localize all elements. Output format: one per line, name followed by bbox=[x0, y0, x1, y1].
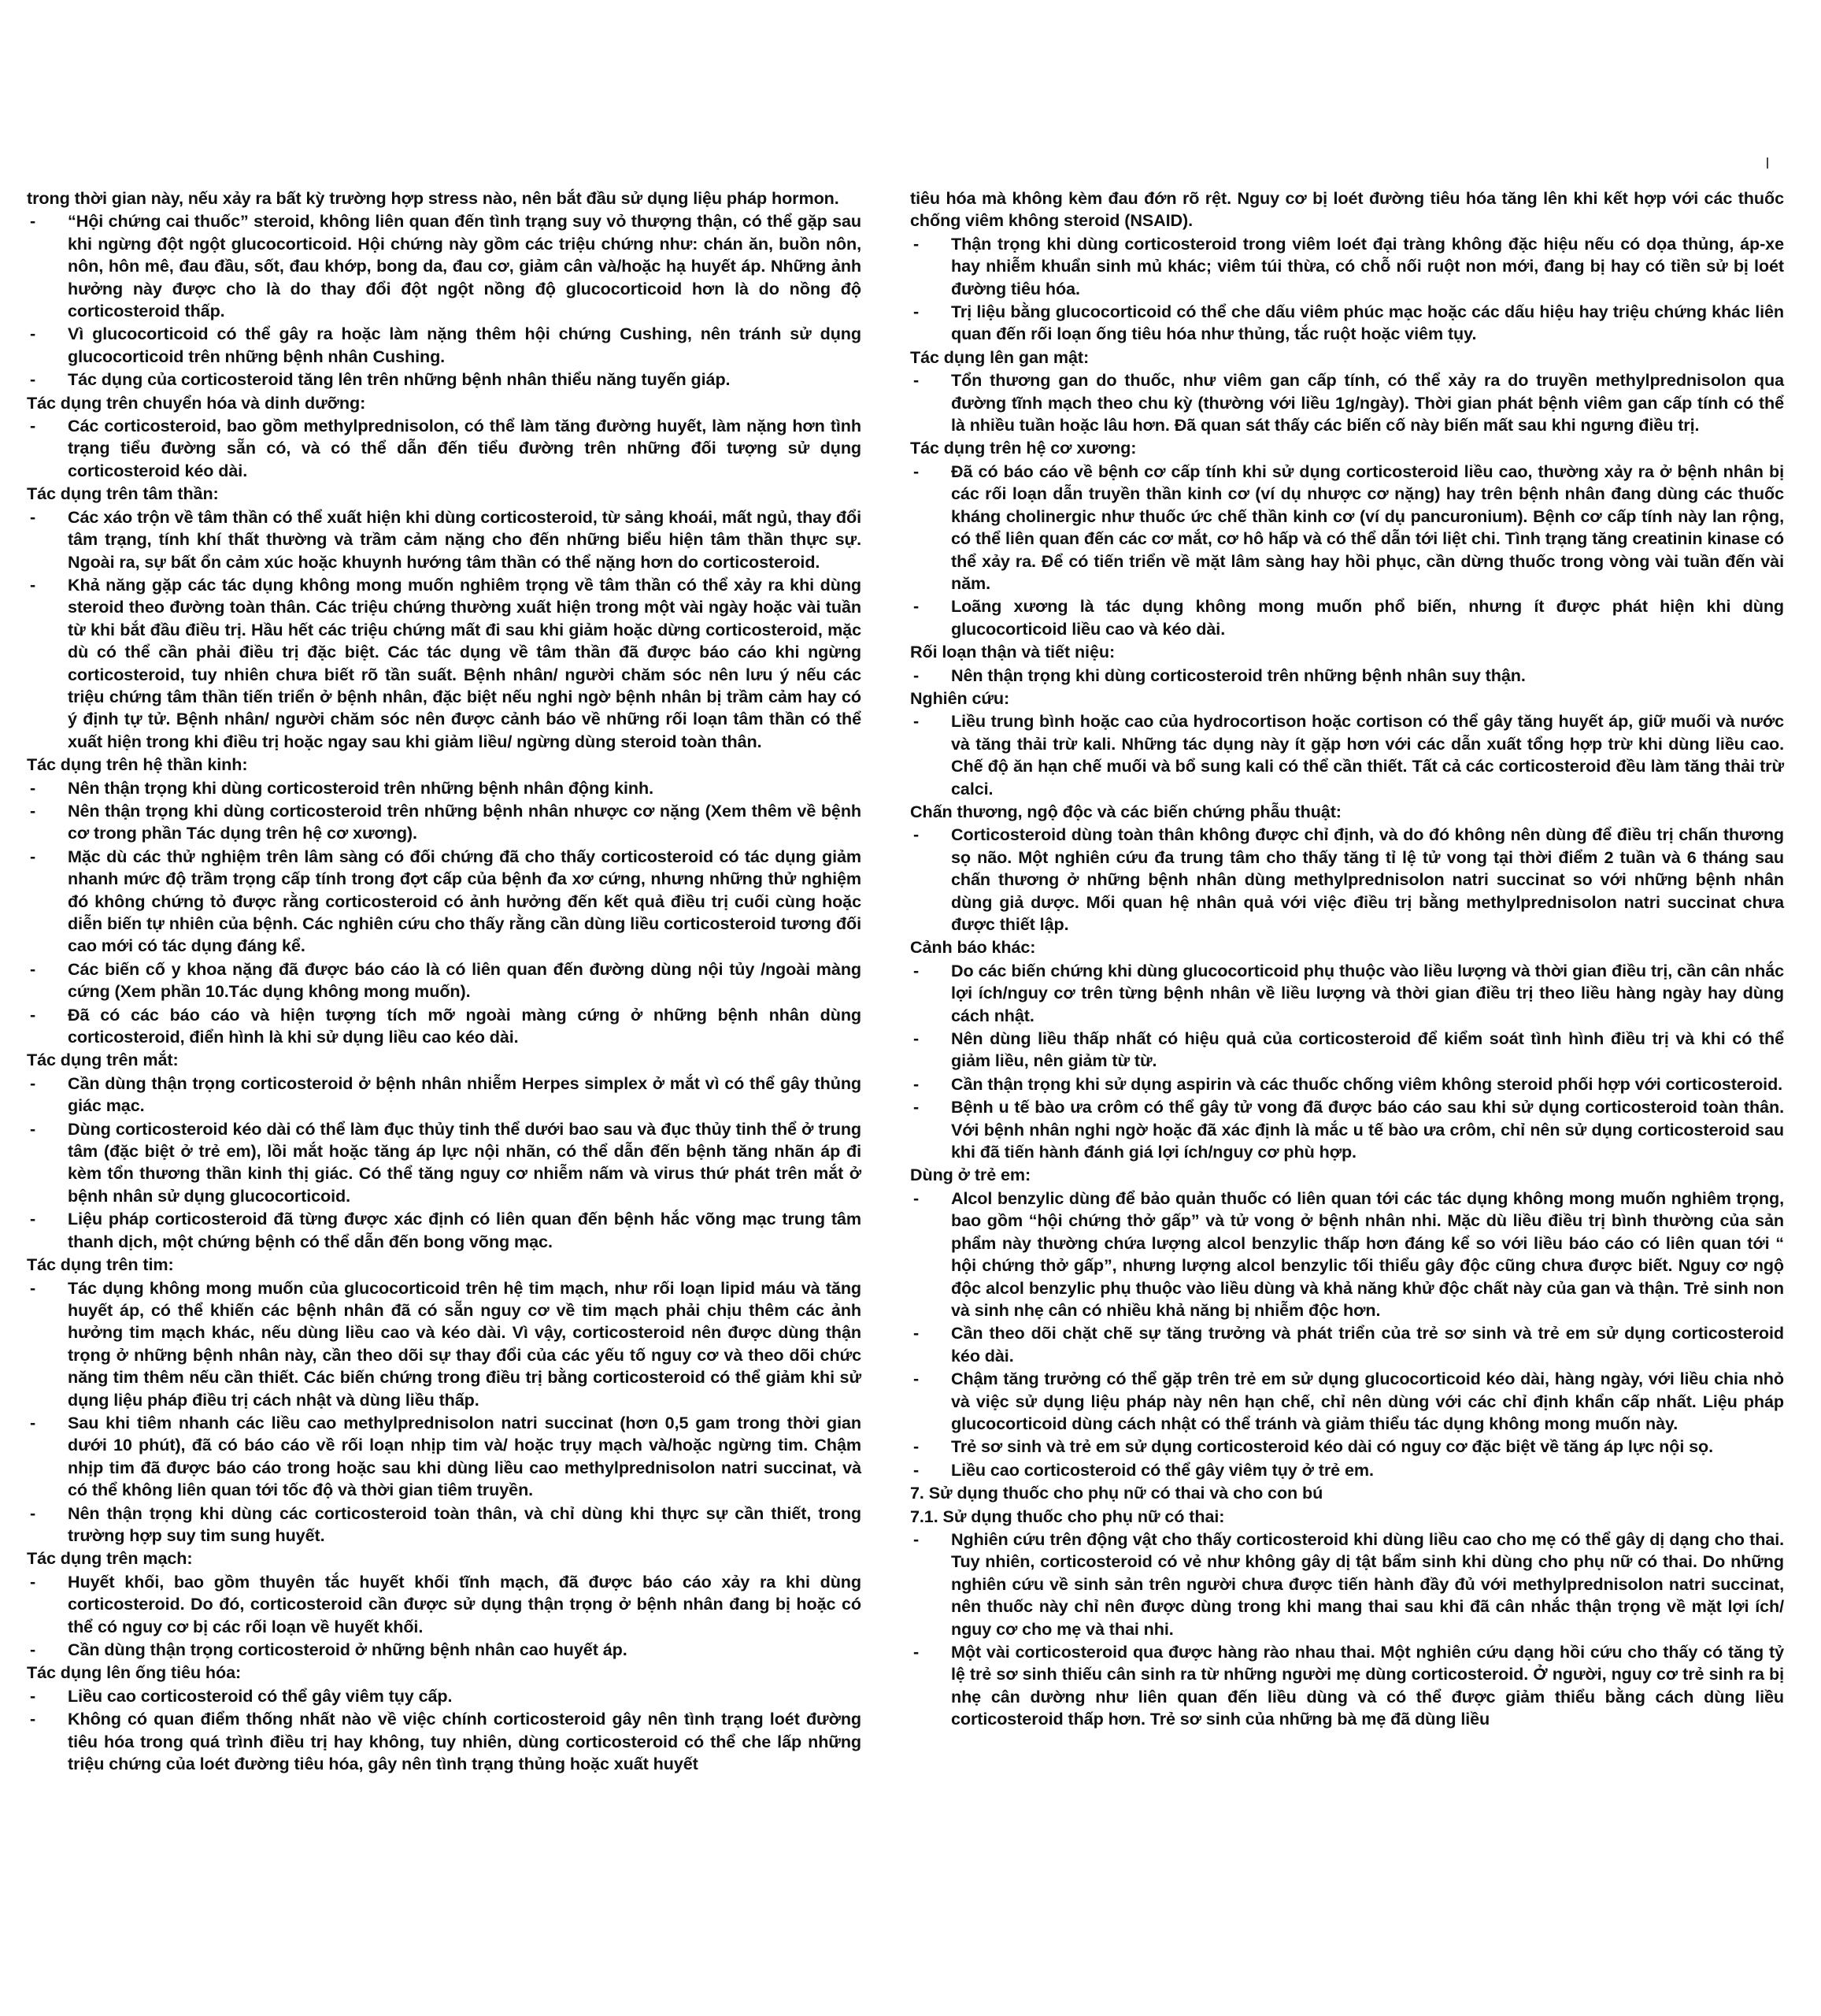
bullet-item: - Huyết khối, bao gồm thuyên tắc huyết khối tĩnh mạch, đã được báo cáo xảy ra khi dùng corticosteroid. Do đó, corticosteroid cần được sử dụng thận trọng ở bệnh nhân đang bị hoặc có thể có nguy cơ bị các rối loạn về huyết khối. bbox=[27, 1571, 861, 1638]
bullet-item: - Tác dụng không mong muốn của glucocorticoid trên hệ tim mạch, như rối loạn lipid máu và tăng huyết áp, có thể khiến các bệnh nhân đã có sẵn nguy cơ về tim mạch phải chịu thêm các ảnh hưởng tim mạch khác, nếu dùng liều cao và kéo dài. Vì vậy, corticosteroid nên được dùng thận trọng ở những bệnh nhân này, cần theo dõi sự thay đổi của các yếu tố nguy cơ và theo dõi chức năng tim thêm nếu cần thiết. Các biến chứng trong điều trị bằng corticosteroid có thể giảm khi sử dụng liệu pháp điều trị cách nhật và dùng liều thấp. bbox=[27, 1277, 861, 1411]
section-heading: Tác dụng trên mạch: bbox=[27, 1548, 193, 1569]
bullet-item: - Liều trung bình hoặc cao của hydrocortison hoặc cortison có thể gây tăng huyết áp, giữ muối và nước và tăng thải trừ kali. Những tác dụng này ít gặp hơn với các dẫn xuất tổng hợp trừ khi dùng liều cao. Chế độ ăn hạn chế muối và bổ sung kali có thể cần thiết. Tất cả các corticosteroid đều làm tăng thải trừ calci. bbox=[910, 710, 1784, 800]
section-heading: Rối loạn thận và tiết niệu: bbox=[910, 642, 1116, 662]
section-heading: Chấn thương, ngộ độc và các biến chứng phẫu thuật: bbox=[910, 801, 1342, 821]
section-heading: Tác dụng trên hệ thần kinh: bbox=[27, 754, 248, 775]
bullet-item: - Mặc dù các thử nghiệm trên lâm sàng có đối chứng đã cho thấy corticosteroid có tác dụng giảm nhanh mức độ trầm trọng cấp tính trong đợt cấp của bệnh đa xơ cứng, nhưng những thử nghiệm đó không chứng tỏ được rằng corticosteroid có ảnh hưởng đến kết quả điều trị cuối cùng hoặc diễn biến tự nhiên của bệnh. Các nghiên cứu cho thấy rằng cần dùng liều corticosteroid tương đối cao mới có tác dụng đáng kể. bbox=[27, 846, 861, 958]
scan-mark bbox=[1767, 158, 1768, 169]
bullet-item: - Các corticosteroid, bao gồm methylprednisolon, có thể làm tăng đường huyết, làm nặng hơn tình trạng tiểu đường sẵn có, và có thể dẫn đến tiểu đường trên những đối tượng sử dụng corticosteroid kéo dài. bbox=[27, 415, 861, 482]
bullet-item: - Nên thận trọng khi dùng corticosteroid trên những bệnh nhân động kinh. bbox=[27, 777, 861, 799]
bullet-item: - Khả năng gặp các tác dụng không mong muốn nghiêm trọng về tâm thần có thể xảy ra khi dùng steroid theo đường toàn thân. Các triệu chứng thường xuất hiện trong một vài ngày hoặc vài tuần từ khi bắt đầu điều trị. Hầu hết các triệu chứng mất đi sau khi giảm hoặc dừng corticosteroid, mặc dù có thể cần phải điều trị đặc biệt. Các tác dụng về tâm thần đã được báo cáo khi ngừng corticosteroid, tuy nhiên chưa biết rõ tần suất. Bệnh nhân/ người chăm sóc nên lưu ý nếu các triệu chứng tâm thần tiến triển ở bệnh nhân, đặc biệt nếu nghi ngờ bệnh nhân bị trầm cảm hay có ý định tự tử. Bệnh nhân/ người chăm sóc nên được cảnh báo về những rối loạn tâm thần có thể xuất hiện trong khi điều trị hoặc ngay sau khi giảm liều/ ngừng dùng steroid toàn thân. bbox=[27, 574, 861, 753]
section-heading: Nghiên cứu: bbox=[910, 687, 1010, 708]
bullet-item: - Loãng xương là tác dụng không mong muốn phổ biến, nhưng ít được phát hiện khi dùng glucocorticoid liều cao và kéo dài. bbox=[910, 595, 1784, 640]
bullet-item: - Cần dùng thận trọng corticosteroid ở những bệnh nhân cao huyết áp. bbox=[27, 1639, 861, 1661]
section-heading: Tác dụng trên mắt: bbox=[27, 1050, 179, 1070]
section-heading: 7.1. Sử dụng thuốc cho phụ nữ có thai: bbox=[910, 1506, 1225, 1526]
bullet-item: - Alcol benzylic dùng để bảo quản thuốc có liên quan tới các tác dụng không mong muốn nghiêm trọng, bao gồm “hội chứng thở gấp” và tử vong ở bệnh nhân nhi. Mặc dù liều điều trị bình thường của sản phẩm này thường chứa lượng alcol benzylic thấp hơn đáng kể so với liều báo cáo có liên quan tới “ hội chứng thở gấp”, nhưng lượng alcol benzylic tối thiểu gây độc cũng chưa được biết. Nguy cơ ngộ độc alcol benzylic phụ thuộc vào liều dùng và khả năng khử độc chất này của gan và thận. Trẻ sinh non và sinh nhẹ cân có nhiều khả năng bị nhiễm độc hơn. bbox=[910, 1188, 1784, 1321]
section-heading: Cảnh báo khác: bbox=[910, 937, 1036, 958]
bullet-item: - Tác dụng của corticosteroid tăng lên trên những bệnh nhân thiểu năng tuyến giáp. bbox=[27, 369, 861, 391]
bullet-item: - Tổn thương gan do thuốc, như viêm gan cấp tính, có thể xảy ra do truyền methylprednisolon qua đường tĩnh mạch theo chu kỳ (thường với liều 1g/ngày). Thời gian phát bệnh viêm gan cấp tính có thể là nhiều tuần hoặc lâu hơn. Đã quan sát thấy các biến cố này biến mất sau khi ngưng điều trị. bbox=[910, 369, 1784, 436]
bullet-item: - Một vài corticosteroid qua được hàng rào nhau thai. Một nghiên cứu dạng hồi cứu cho thấy có tăng tỷ lệ trẻ sơ sinh thiếu cân sinh ra từ những người mẹ dùng corticosteroid. Ở người, nguy cơ trẻ sinh ra bị nhẹ cân dường như liên quan đến liều dùng và có thể được giảm thiểu bằng cách dùng liều corticosteroid thấp hơn. Trẻ sơ sinh của những bà mẹ đã dùng liều bbox=[910, 1641, 1784, 1731]
section-heading: 7. Sử dụng thuốc cho phụ nữ có thai và cho con bú bbox=[910, 1483, 1323, 1503]
section-heading: Tác dụng lên gan mật: bbox=[910, 346, 1090, 367]
bullet-item: - Nghiên cứu trên động vật cho thấy corticosteroid khi dùng liều cao cho mẹ có thể gây dị dạng cho thai. Tuy nhiên, corticosteroid có vẻ như không gây dị tật bẩm sinh khi dùng cho phụ nữ có thai. Do những nghiên cứu về sinh sản trên người chưa được tiến hành đầy đủ với methylprednisolon natri succinat, nên thuốc này chỉ nên được dùng trong khi mang thai sau khi đã cân nhắc thận trọng về mặt lợi ích/ nguy cơ cho mẹ và thai nhi. bbox=[910, 1529, 1784, 1640]
section-heading: Tác dụng trên tâm thần: bbox=[27, 484, 219, 504]
bullet-item: - Vì glucocorticoid có thể gây ra hoặc làm nặng thêm hội chứng Cushing, nên tránh sử dụng glucocorticoid trên những bệnh nhân Cushing. bbox=[27, 323, 861, 368]
bullet-item: - Nên thận trọng khi dùng corticosteroid trên những bệnh nhân suy thận. bbox=[910, 665, 1784, 687]
continued-paragraph: tiêu hóa mà không kèm đau đớn rõ rệt. Nguy cơ bị loét đường tiêu hóa tăng lên khi kết hợp với các thuốc chống viêm không steroid (NSAID). bbox=[910, 188, 1784, 231]
section-heading: Tác dụng trên hệ cơ xương: bbox=[910, 438, 1137, 458]
right-column bbox=[910, 187, 1784, 1732]
bullet-item: - Do các biến chứng khi dùng glucocorticoid phụ thuộc vào liều lượng và thời gian điều trị, cần cân nhắc lợi ích/nguy cơ trên từng bệnh nhân về liều lượng và thời gian điều trị theo liều hàng ngày hay dùng cách nhật. bbox=[910, 960, 1784, 1027]
bullet-item: - “Hội chứng cai thuốc” steroid, không liên quan đến tình trạng suy vỏ thượng thận, có thể gặp sau khi ngừng đột ngột glucocorticoid. Hội chứng này gồm các triệu chứng như: chán ăn, buồn nôn, nôn, hôn mê, đau đầu, sốt, đau khớp, bong da, đau cơ, giảm cân và/hoặc hạ huyết áp. Những ảnh hưởng này được cho là do thay đổi đột ngột nồng độ glucocorticoid hơn là do nồng độ corticosteroid thấp. bbox=[27, 210, 861, 322]
bullet-item: - Nên thận trọng khi dùng các corticosteroid toàn thân, và chỉ dùng khi thực sự cần thiết, trong trường hợp suy tim sung huyết. bbox=[27, 1503, 861, 1547]
bullet-item: - Cần thận trọng khi sử dụng aspirin và các thuốc chống viêm không steroid phối hợp với corticosteroid. bbox=[910, 1073, 1784, 1095]
bullet-item: - Nên thận trọng khi dùng corticosteroid trên những bệnh nhân nhược cơ nặng (Xem thêm về bệnh cơ trong phần Tác dụng trên hệ cơ xương). bbox=[27, 800, 861, 845]
bullet-item: - Nên dùng liều thấp nhất có hiệu quả của corticosteroid để kiểm soát tình hình điều trị và khi có thể giảm liều, nên giảm từ từ. bbox=[910, 1028, 1784, 1073]
bullet-item: - Đã có các báo cáo và hiện tượng tích mỡ ngoài màng cứng ở những bệnh nhân dùng corticosteroid, điển hình là khi sử dụng liều cao kéo dài. bbox=[27, 1004, 861, 1049]
bullet-item: - Thận trọng khi dùng corticosteroid trong viêm loét đại tràng không đặc hiệu nếu có dọa thủng, áp-xe hay nhiễm khuẩn sinh mủ khác; viêm túi thừa, có chỗ nối ruột non mới, đang bị hay có tiền sử bị loét đường tiêu hóa. bbox=[910, 233, 1784, 300]
bullet-item: - Corticosteroid dùng toàn thân không được chỉ định, và do đó không nên dùng để điều trị chấn thương sọ não. Một nghiên cứu đa trung tâm cho thấy tăng tỉ lệ tử vong tại thời điểm 2 tuần và 6 tháng sau chấn thương ở những bệnh nhân dùng methylprednisolon natri succinat so với những bệnh nhân dùng giả dược. Mối quan hệ nhân quả với việc điều trị bằng methylprednisolon natri succinat chưa được thiết lập. bbox=[910, 824, 1784, 936]
continued-paragraph: trong thời gian này, nếu xảy ra bất kỳ trường hợp stress nào, nên bắt đầu sử dụng liệu pháp hormon. bbox=[27, 188, 839, 208]
bullet-item: - Không có quan điểm thống nhất nào về việc chính corticosteroid gây nên tình trạng loét đường tiêu hóa trong quá trình điều trị hay không, tuy nhiên, dùng corticosteroid có thể che lấp những triệu chứng của loét đường tiêu hóa, gây nên tình trạng thủng hoặc xuất huyết bbox=[27, 1708, 861, 1775]
bullet-item: - Các biến cố y khoa nặng đã được báo cáo là có liên quan đến đường dùng nội tủy /ngoài màng cứng (Xem phần 10.Tác dụng không mong muốn). bbox=[27, 958, 861, 1003]
bullet-item: - Dùng corticosteroid kéo dài có thể làm đục thủy tinh thể dưới bao sau và đục thủy tinh thể ở trung tâm (đặc biệt ở trẻ em), lồi mắt hoặc tăng áp lực nội nhãn, có thể dẫn đến bệnh tăng nhãn áp đi kèm tổn thương thần kinh thị giác. Có thể tăng nguy cơ nhiễm nấm và virus thứ phát trên mắt ở bệnh nhân sử dụng glucocorticoid. bbox=[27, 1118, 861, 1208]
bullet-item: - Đã có báo cáo về bệnh cơ cấp tính khi sử dụng corticosteroid liều cao, thường xảy ra ở bệnh nhân bị các rối loạn dẫn truyền thần kinh cơ (ví dụ nhược cơ nặng) hay trên bệnh nhân đang dùng các thuốc kháng cholinergic như thuốc ức chế thần kinh cơ (ví dụ pancuronium). Bệnh cơ cấp tính này lan rộng, có thể liên quan đến các cơ mắt, cơ hô hấp và có thể dẫn tới liệt chi. Tình trạng tăng creatinin kinase có thể xảy ra. Để có tiến triển về mặt lâm sàng hay hồi phục, cần dừng thuốc trong vòng vài tuần đến vài năm. bbox=[910, 461, 1784, 595]
bullet-item: - Bệnh u tế bào ưa crôm có thể gây tử vong đã được báo cáo sau khi sử dụng corticosteroid toàn thân. Với bệnh nhân nghi ngờ hoặc đã xác định là mắc u tế bào ưa crôm, chỉ nên sử dụng corticosteroid sau khi đã tiến hành đánh giá lợi ích/nguy cơ phù hợp. bbox=[910, 1096, 1784, 1163]
section-heading: Tác dụng trên chuyển hóa và dinh dưỡng: bbox=[27, 392, 366, 413]
bullet-item: - Trẻ sơ sinh và trẻ em sử dụng corticosteroid kéo dài có nguy cơ đặc biệt về tăng áp lực nội sọ. bbox=[910, 1436, 1784, 1458]
bullet-item: - Liều cao corticosteroid có thể gây viêm tụy ở trẻ em. bbox=[910, 1459, 1784, 1481]
bullet-item: - Trị liệu bằng glucocorticoid có thể che dấu viêm phúc mạc hoặc các dấu hiệu hay triệu chứng khác liên quan đến rối loạn ống tiêu hóa như thủng, tắc ruột hoặc viêm tụy. bbox=[910, 301, 1784, 346]
section-heading: Tác dụng trên tim: bbox=[27, 1254, 174, 1275]
bullet-item: - Các xáo trộn về tâm thần có thể xuất hiện khi dùng corticosteroid, từ sảng khoái, mất ngủ, thay đổi tâm trạng, tính khí thất thường và trầm cảm nặng cho đến những biểu hiện tâm thần thực sự. Ngoài ra, sự bất ổn cảm xúc hoặc khuynh hướng tâm thần có thể nặng hơn do corticosteroid. bbox=[27, 506, 861, 573]
bullet-item: - Cần dùng thận trọng corticosteroid ở bệnh nhân nhiễm Herpes simplex ở mắt vì có thể gây thủng giác mạc. bbox=[27, 1073, 861, 1117]
left-column bbox=[27, 187, 861, 1776]
bullet-item: - Sau khi tiêm nhanh các liều cao methylprednisolon natri succinat (hơn 0,5 gam trong thời gian dưới 10 phút), đã có báo cáo về rối loạn nhịp tim và/ hoặc trụy mạch và/hoặc ngừng tim. Chậm nhịp tim đã được báo cáo trong hoặc sau khi dùng liều cao methylprednisolon natri succinat, và có thể không liên quan tới tốc độ và thời gian tiêm truyền. bbox=[27, 1412, 861, 1502]
section-heading: Tác dụng lên ống tiêu hóa: bbox=[27, 1662, 242, 1683]
section-heading: Dùng ở trẻ em: bbox=[910, 1165, 1031, 1185]
bullet-item: - Cần theo dõi chặt chẽ sự tăng trưởng và phát triển của trẻ sơ sinh và trẻ em sử dụng corticosteroid kéo dài. bbox=[910, 1322, 1784, 1367]
bullet-item: - Liệu pháp corticosteroid đã từng được xác định có liên quan đến bệnh hắc võng mạc trung tâm thanh dịch, một chứng bệnh có thể dẫn đến bong võng mạc. bbox=[27, 1208, 861, 1253]
bullet-item: - Liều cao corticosteroid có thể gây viêm tụy cấp. bbox=[27, 1685, 861, 1707]
bullet-item: - Chậm tăng trưởng có thể gặp trên trẻ em sử dụng glucocorticoid kéo dài, hàng ngày, với liều chia nhỏ và việc sử dụng liệu pháp này nên hạn chế, chỉ nên dùng với các chỉ định khẩn cấp nhất. Liệu pháp glucocorticoid dùng cách nhật có thể tránh và giảm thiểu tác dụng không mong muốn này. bbox=[910, 1368, 1784, 1435]
